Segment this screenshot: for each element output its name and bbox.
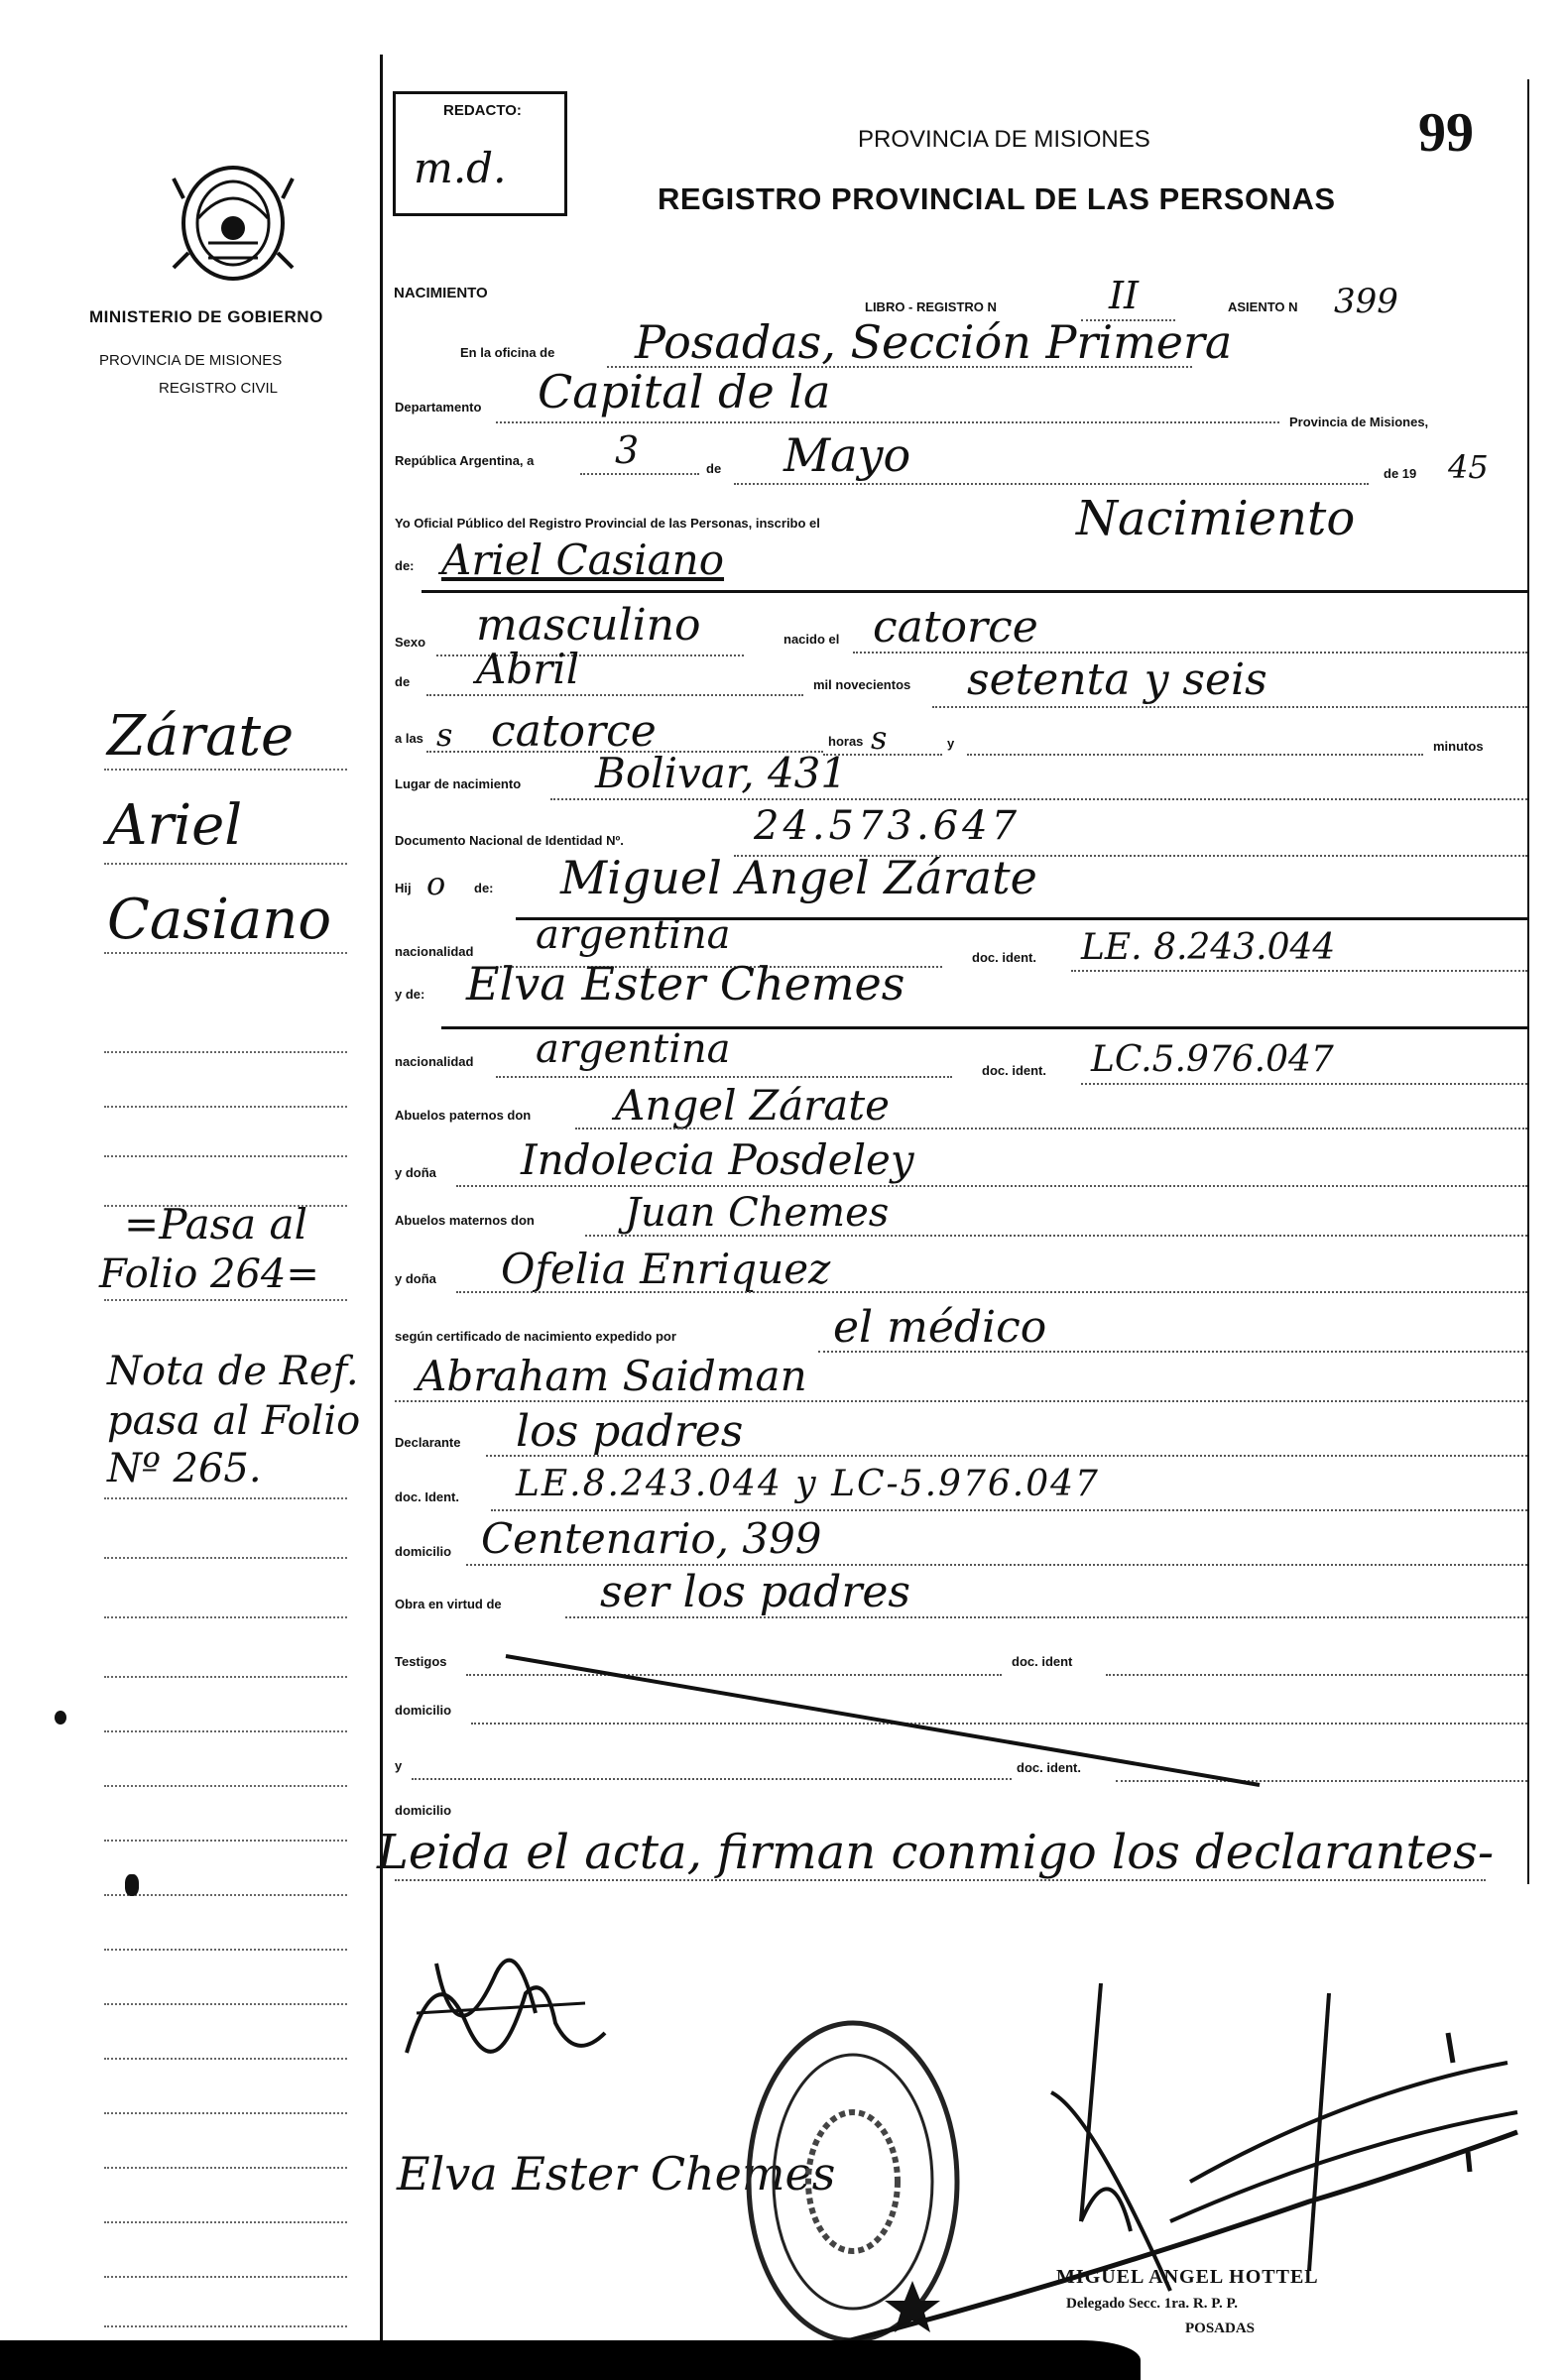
- de19-label: de 19: [1384, 466, 1417, 481]
- redacto-value: m.d.: [414, 144, 507, 192]
- departamento-label: Departamento: [395, 400, 482, 415]
- de-label: de: [706, 461, 722, 476]
- testigos-doc2-label: doc. ident.: [1017, 1760, 1081, 1775]
- testigos-doc-label: doc. ident: [1012, 1654, 1073, 1669]
- abuelo-mat-value: Juan Chemes: [625, 1190, 890, 1236]
- abuelo-pat-value: Angel Zárate: [615, 1081, 890, 1130]
- registry-header: REGISTRO PROVINCIAL DE LAS PERSONAS: [658, 181, 1336, 216]
- nac-madre-label: nacionalidad: [395, 1054, 474, 1069]
- hora-value: catorce: [491, 706, 657, 757]
- abuela-mat-label: y doña: [395, 1271, 436, 1286]
- madre-label: y de:: [395, 987, 425, 1002]
- official-city: POSADAS: [1185, 2320, 1256, 2336]
- madre-value: Elva Ester Chemes: [466, 957, 905, 1011]
- domicilio-value: Centenario, 399: [481, 1514, 822, 1563]
- punch-mark-2: [125, 1874, 139, 1896]
- testigos-domicilio2-label: domicilio: [395, 1803, 452, 1818]
- nombre-value: Ariel Casiano: [441, 536, 725, 584]
- abuela-pat-label: y doña: [395, 1165, 436, 1180]
- abuela-mat-value: Ofelia Enriquez: [501, 1245, 831, 1293]
- margin-note2a: Nota de Ref.: [107, 1349, 359, 1394]
- obra-value: ser los padres: [600, 1567, 910, 1617]
- signature-1: [387, 1934, 615, 2092]
- hijo-suffix: o: [426, 865, 446, 902]
- province-subtitle: PROVINCIA DE MISIONES: [99, 352, 283, 369]
- libro-value: II: [1109, 274, 1140, 317]
- mil-label: mil novecientos: [813, 677, 911, 692]
- nacimiento-label: NACIMIENTO: [394, 285, 488, 301]
- nacido-mes-value: Abril: [476, 645, 580, 693]
- y-label: y: [947, 736, 955, 751]
- segun-label: según certificado de nacimiento expedido por: [395, 1329, 676, 1344]
- nac-padre-label: nacionalidad: [395, 944, 474, 959]
- doc-declarante-label: doc. Ident.: [395, 1489, 459, 1504]
- domicilio-label: domicilio: [395, 1544, 452, 1559]
- margin-note2b: pasa al Folio: [107, 1398, 361, 1444]
- province-header: PROVINCIA DE MISIONES: [858, 126, 1150, 153]
- official-title: Delegado Secc. 1ra. R. P. P.: [1066, 2296, 1239, 2312]
- padre-value: Miguel Angel Zárate: [560, 851, 1037, 904]
- horas-suffix: s: [871, 719, 888, 757]
- lugar-value: Bolivar, 431: [595, 749, 848, 797]
- strike-line: [466, 1646, 1279, 1795]
- ministry-title: MINISTERIO DE GOBIERNO: [89, 307, 323, 326]
- doc-padre-value: LE. 8.243.044: [1081, 927, 1336, 968]
- sexo-value: masculino: [476, 600, 701, 651]
- a-las-label: a las: [395, 731, 423, 746]
- left-margin-line: [380, 55, 383, 2355]
- certificado-value: el médico: [833, 1302, 1047, 1353]
- declarante-value: los padres: [516, 1406, 744, 1457]
- asiento-label: ASIENTO N: [1228, 299, 1298, 314]
- margin-note1b: Folio 264=: [99, 1251, 319, 1297]
- doc-madre-label: doc. ident.: [982, 1063, 1046, 1078]
- nacido-dia-value: catorce: [873, 602, 1038, 653]
- page-number: 99: [1418, 102, 1474, 164]
- hijo-de-label: de:: [474, 881, 494, 895]
- republica-label: República Argentina, a: [395, 453, 535, 468]
- minutos-label: minutos: [1433, 739, 1484, 754]
- testigos-y-label: y: [395, 1758, 403, 1773]
- declarante-label: Declarante: [395, 1435, 461, 1450]
- anio-value: 45: [1448, 448, 1489, 486]
- mes-value: Mayo: [784, 428, 911, 482]
- documento-label: Documento Nacional de Identidad Nº.: [395, 833, 624, 848]
- doc-padre-label: doc. ident.: [972, 950, 1036, 965]
- yo-oficial-label: Yo Oficial Público del Registro Provincial de las Personas, inscribo el: [395, 516, 820, 531]
- margin-note2c: Nº 265.: [107, 1446, 262, 1491]
- testigos-domicilio-label: domicilio: [395, 1703, 452, 1718]
- nombre-label: de:: [395, 558, 415, 573]
- testigos-label: Testigos: [395, 1654, 447, 1669]
- inscribe-value: Nacimiento: [1076, 491, 1356, 546]
- lugar-label: Lugar de nacimiento: [395, 776, 522, 791]
- nacido-label: nacido el: [784, 632, 840, 647]
- official-name: MIGUEL ANGEL HOTTEL: [1056, 2266, 1319, 2288]
- dia-value: 3: [615, 428, 640, 472]
- nacido-anio-value: setenta y seis: [967, 654, 1267, 705]
- redacto-box: [393, 91, 567, 216]
- provincia-misiones-label: Provincia de Misiones,: [1289, 415, 1429, 429]
- hijo-label: Hij: [395, 881, 412, 895]
- abuelos-pat-label: Abuelos paternos don: [395, 1108, 532, 1123]
- asiento-value: 399: [1334, 282, 1398, 321]
- nacido-mes-label: de: [395, 674, 411, 689]
- hora-prefix: s: [436, 716, 453, 754]
- coat-of-arms: [169, 159, 298, 288]
- civil-registry-subtitle: REGISTRO CIVIL: [159, 380, 279, 397]
- certificado2-value: Abraham Saidman: [417, 1352, 807, 1400]
- redacto-label: REDACTO:: [443, 102, 522, 119]
- margin-name-1: Zárate: [107, 704, 295, 769]
- dni-value: 24.573.647: [754, 803, 1022, 849]
- signature-2: Elva Ester Chemes: [397, 2147, 836, 2201]
- departamento-value: Capital de la: [538, 365, 831, 418]
- punch-mark-1: [55, 1711, 66, 1725]
- sexo-label: Sexo: [395, 635, 426, 650]
- margin-note1a: =Pasa al: [124, 1200, 308, 1249]
- oficina-value: Posadas, Sección Primera: [635, 315, 1233, 369]
- nac-padre-value: argentina: [536, 912, 731, 958]
- bottom-edge-shadow: [0, 2340, 1141, 2380]
- right-margin-line: [1527, 79, 1529, 1884]
- abuelos-mat-label: Abuelos maternos don: [395, 1213, 535, 1228]
- doc-madre-value: LC.5.976.047: [1091, 1039, 1334, 1080]
- oficina-label: En la oficina de: [460, 345, 555, 360]
- abuela-pat-value: Indolecia Posdeley: [521, 1135, 914, 1184]
- nac-madre-value: argentina: [536, 1026, 731, 1072]
- obra-label: Obra en virtud de: [395, 1597, 502, 1611]
- leida-text: Leida el acta, firman conmigo los declarantes-: [377, 1825, 1495, 1880]
- libro-label: LIBRO - REGISTRO N: [865, 299, 997, 314]
- margin-name-2: Ariel: [107, 793, 243, 858]
- horas-label: horas: [828, 734, 864, 749]
- margin-name-3: Casiano: [107, 888, 332, 952]
- doc-declarante-value: LE.8.243.044 y LC-5.976.047: [516, 1464, 1100, 1504]
